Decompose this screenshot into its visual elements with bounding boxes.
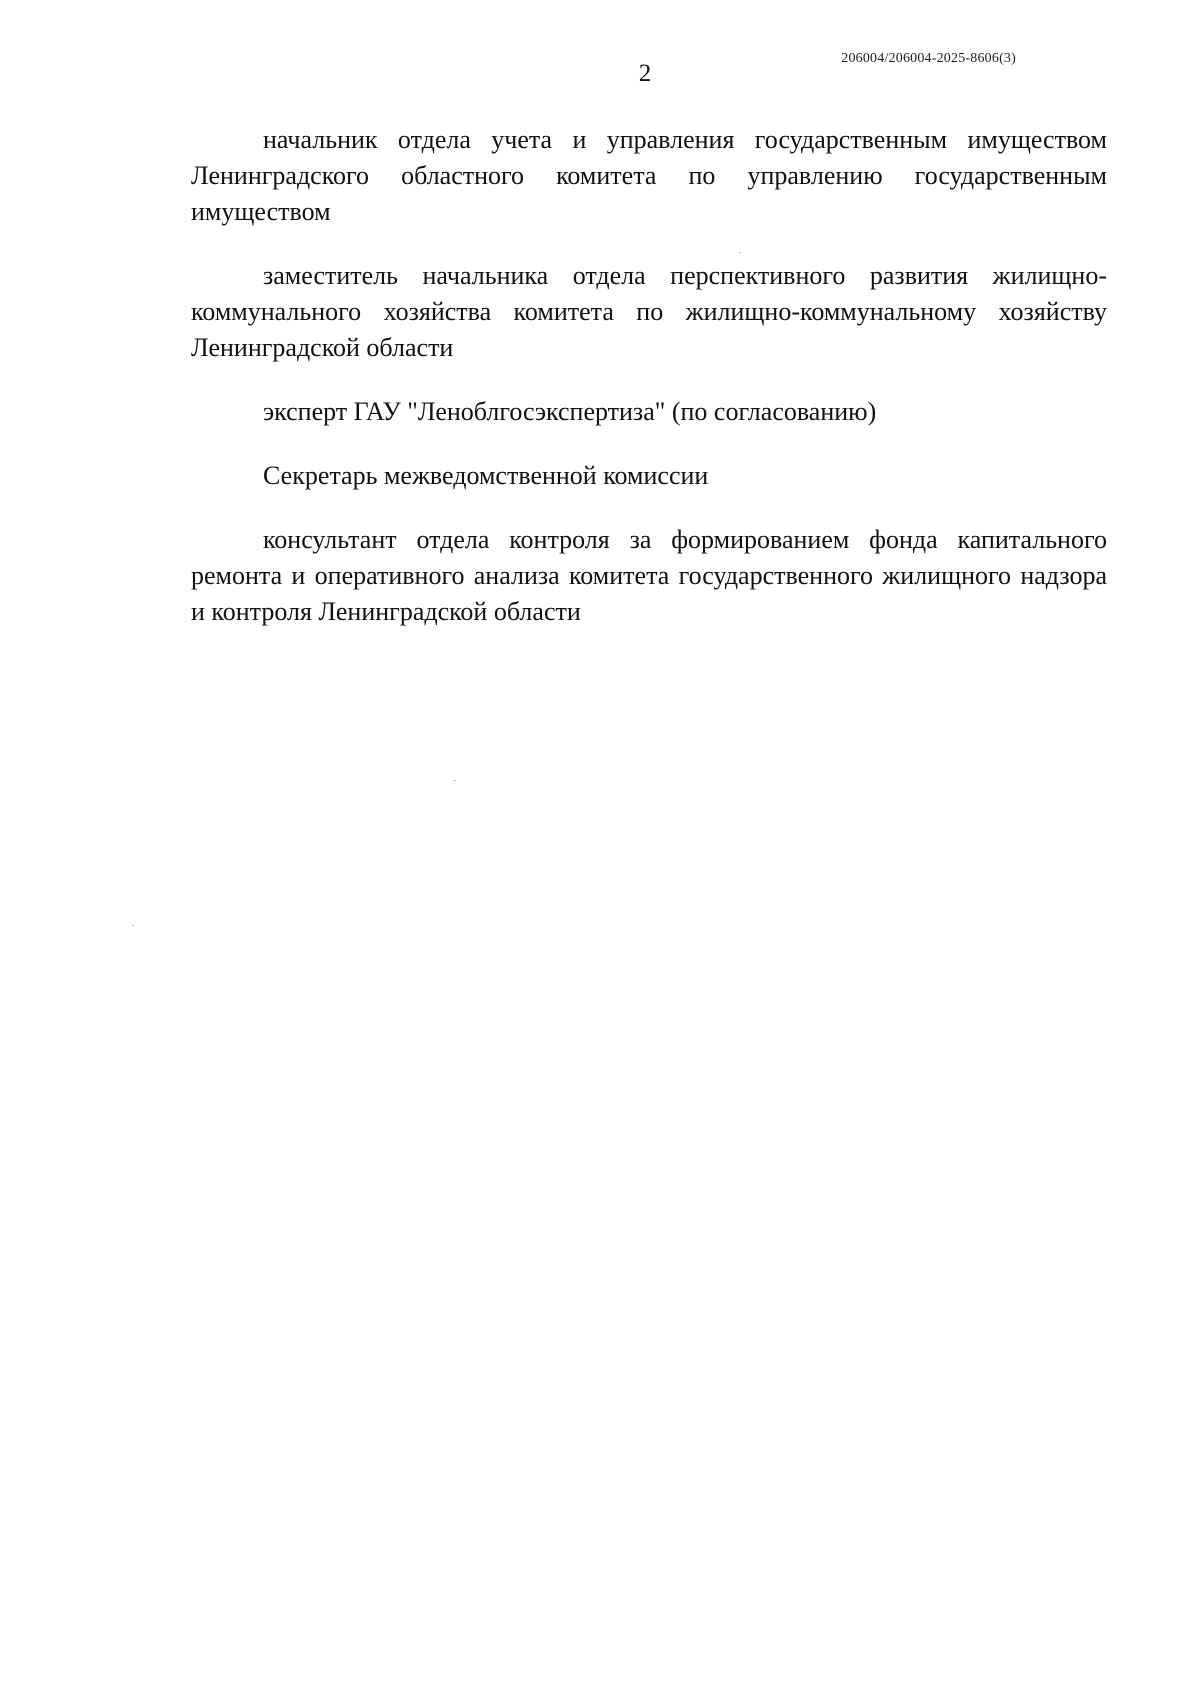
document-body <box>191 122 1107 630</box>
scan-speck <box>454 780 456 781</box>
paragraph-commission-secretary: Секретарь межведомственной комиссии <box>263 461 709 490</box>
page-number: 2 <box>638 60 652 87</box>
scan-speck <box>132 925 134 926</box>
paragraph-expert: эксперт ГАУ "Леноблгосэкспертиза" (по согласованию) <box>263 397 877 426</box>
scan-speck <box>739 252 741 253</box>
document-registration-number: 206004/206004-2025-8606(3) <box>841 51 1016 66</box>
paragraph-property-department-head: начальник отдела учета и управления государственным имуществом Ленинградского областного комитета по управлению государственным имуществом <box>191 125 1107 226</box>
paragraph-housing-deputy-head: заместитель начальника отдела перспективного развития жилищно-коммунального хозяйства комитета по жилищно-коммунальному хозяйству Ленинградской области <box>191 261 1107 362</box>
paragraph-consultant: консультант отдела контроля за формированием фонда капитального ремонта и оперативного анализа комитета государственного жилищного надзора и контроля Ленинградской области <box>191 525 1107 626</box>
